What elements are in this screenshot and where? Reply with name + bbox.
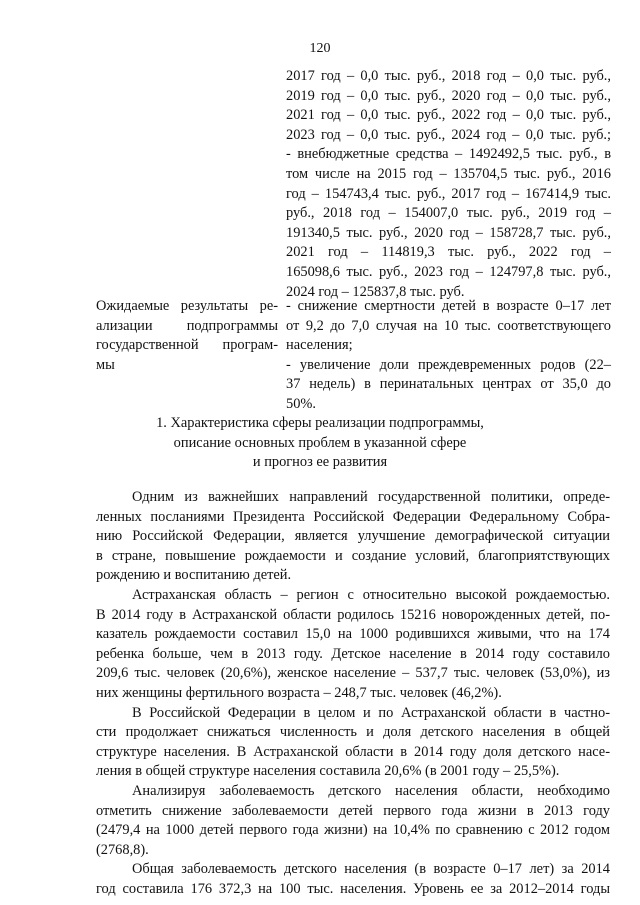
result-line: 37 недель) в перинатальных центрах от 35,0 до (286, 376, 611, 393)
funding-line: руб., 2018 год – 154007,0 тыс. руб., 2019 год – (286, 205, 611, 222)
result-line: от 9,2 до 7,0 случая на 10 тыс. соответствующего (286, 317, 611, 334)
heading-line: описание основных проблем в указанной сфере (173, 434, 467, 451)
paragraph-line: год составила 176 372,3 на 100 тыс. населения. Уровень ее за 2012–2014 годы (96, 880, 610, 897)
paragraph-line: казатель рождаемости составил 15,0 на 1000 родившихся живыми, что на 174 (96, 626, 610, 643)
funding-line: - внебюджетные средства – 1492492,5 тыс. руб., в (286, 146, 611, 163)
paragraph-line: 209,6 тыс. человек (20,6%), женское население – 537,7 тыс. человек (53,0%), из (96, 665, 610, 682)
paragraph-line: сти продолжает снижаться численность и доля детского населения в общей (96, 724, 610, 741)
funding-line: 2024 год – 125837,8 тыс. руб. (286, 283, 465, 300)
result-line: - увеличение доли преждевременных родов (22– (286, 356, 611, 373)
paragraph (96, 586, 610, 704)
funding-line: год – 154743,4 тыс. руб., 2017 год – 167414,9 тыс. (286, 185, 611, 202)
paragraph-line: В Российской Федерации в целом и по Астраханской области в частно- (132, 704, 610, 721)
paragraph-line: Общая заболеваемость детского населения (в возрасте 0–17 лет) за 2014 (132, 861, 610, 878)
paragraph-line: Анализируя заболеваемость детского населения области, необходимо (132, 782, 610, 799)
paragraph-line: ребенка больше, чем в 2013 году. Детское население в 2014 году составило (96, 645, 610, 662)
funding-line: 165098,6 тыс. руб., 2023 год – 124797,8 тыс. руб., (286, 263, 611, 280)
section-heading (0, 414, 640, 473)
paragraph-line: Астраханская область – регион с относительно высокой рождаемостью. (132, 586, 610, 603)
label-line: государственной програм- (96, 337, 278, 354)
paragraph-line: Одним из важнейших направлений государственной политики, опреде- (132, 489, 610, 505)
funding-text (286, 67, 611, 302)
paragraph-line: В 2014 году в Астраханской области родилось 15216 новорожденных детей, по- (96, 606, 610, 623)
paragraph-line: ленных посланиями Президента Российской Федерации Федеральному Собра- (96, 508, 610, 525)
funding-line: 2021 год – 0,0 тыс. руб., 2022 год – 0,0 тыс. руб., (286, 107, 611, 124)
paragraph-line: рождению и воспитанию детей. (96, 567, 292, 584)
result-line: 50%. (286, 395, 316, 412)
funding-line: 2019 год – 0,0 тыс. руб., 2020 год – 0,0 тыс. руб., (286, 87, 611, 104)
funding-line: 191340,5 тыс. руб., 2020 год – 158728,7 тыс. руб., (286, 224, 611, 241)
expected-results-label (96, 297, 278, 375)
paragraph-line: в стране, повышение рождаемости и создание условий, благоприятствующих (96, 547, 610, 564)
paragraph (96, 704, 610, 782)
label-line: ализации подпрограммы (96, 317, 278, 334)
expected-results-list (286, 297, 611, 415)
funding-line: том числе на 2015 год – 135704,5 тыс. руб., 2016 (286, 165, 611, 182)
label-line: мы (96, 356, 115, 373)
paragraph (96, 782, 610, 860)
paragraph-line: (2768,8). (96, 841, 149, 858)
funding-line: 2017 год – 0,0 тыс. руб., 2018 год – 0,0 тыс. руб., (286, 68, 611, 84)
paragraph-line: (2479,4 на 1000 детей первого года жизни) на 10,4% по сравнению с 2012 годом (96, 822, 610, 839)
result-line: - снижение смертности детей в возрасте 0–17 лет (286, 298, 611, 314)
paragraph-line: отметить снижение заболеваемости детей первого года жизни в 2013 году (96, 802, 610, 819)
result-line: населения; (286, 337, 353, 354)
label-line: Ожидаемые результаты ре- (96, 298, 278, 314)
funding-line: 2021 год – 114819,3 тыс. руб., 2022 год – (286, 244, 611, 261)
page-number: 120 (309, 41, 331, 56)
heading-line: и прогноз ее развития (252, 454, 388, 471)
body-text (96, 488, 610, 899)
paragraph-line: структуре населения. В Астраханской области в 2014 году доля детского насе- (96, 743, 610, 760)
heading-line: 1. Характеристика сферы реализации подпрограммы, (156, 415, 484, 431)
paragraph (96, 488, 610, 586)
paragraph-line: нию Российской Федерации, является улучшение демографической ситуации (96, 528, 610, 545)
paragraph-line: ления в общей структуре населения составила 20,6% (в 2001 году – 25,5%). (96, 763, 560, 780)
paragraph (96, 860, 610, 899)
paragraph-line: них женщины фертильного возраста – 248,7 тыс. человек (46,2%). (96, 684, 502, 701)
funding-line: 2023 год – 0,0 тыс. руб., 2024 год – 0,0 тыс. руб.; (286, 126, 611, 143)
